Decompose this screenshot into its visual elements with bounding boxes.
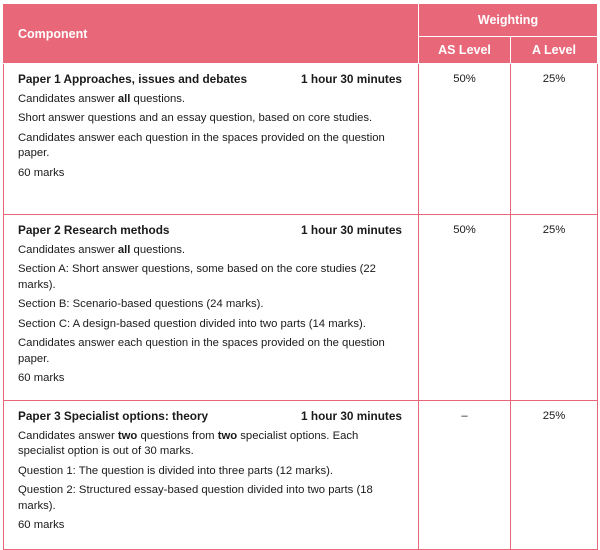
- table-row: [4, 401, 598, 550]
- header-weighting: Weighting: [419, 4, 598, 37]
- header-as-level: AS Level: [419, 37, 511, 64]
- marks-line: 60 marks: [18, 372, 65, 384]
- description-line: Candidates answer all questions.: [18, 92, 186, 105]
- paper-heading: [18, 72, 404, 88]
- marks-line: 60 marks: [18, 166, 65, 179]
- paper-title: Paper 1 Approaches, issues and debates: [18, 72, 248, 86]
- component-cell: [4, 64, 419, 215]
- description-line: Section A: Short answer questions, some based on the core studies (22 marks).: [18, 263, 376, 291]
- header-a-level: A Level: [511, 37, 598, 64]
- description-line: Candidates answer each question in the spaces provided on the question paper.: [18, 337, 385, 365]
- paper-duration: 1 hour 30 minutes: [301, 409, 402, 423]
- marks-line: 60 marks: [18, 519, 65, 531]
- a-level-weight: 25%: [511, 64, 598, 215]
- paper-duration: 1 hour 30 minutes: [301, 223, 402, 237]
- description-line: Section B: Scenario-based questions (24 marks).: [18, 298, 264, 310]
- description-line: Short answer questions and an essay question, based on core studies.: [18, 112, 373, 124]
- description-line: Candidates answer each question in the spaces provided on the question paper.: [18, 131, 385, 159]
- description-line: Candidates answer all questions.: [18, 243, 186, 256]
- as-level-weight: –: [419, 401, 511, 550]
- component-cell: [4, 401, 419, 550]
- assessment-table-wrapper: [3, 3, 597, 531]
- as-level-weight: 50%: [419, 215, 511, 401]
- header-component: Component: [4, 4, 419, 64]
- paper-heading: [18, 409, 404, 425]
- description-line: Section C: A design-based question divided into two parts (14 marks).: [18, 317, 366, 330]
- a-level-weight: 25%: [511, 215, 598, 401]
- paper-duration: 1 hour 30 minutes: [301, 72, 402, 86]
- table-row: [4, 64, 598, 215]
- description-line: Candidates answer two questions from two specialist options. Each specialist option is out of 30 marks.: [18, 429, 359, 457]
- as-level-weight: 50%: [419, 64, 511, 215]
- description-line: Question 2: Structured essay-based question divided into two parts (18 marks).: [18, 484, 373, 512]
- paper-heading: [18, 223, 404, 239]
- paper-title: Paper 2 Research methods: [18, 223, 170, 237]
- a-level-weight: 25%: [511, 401, 598, 550]
- table-row: [4, 215, 598, 401]
- assessment-table: [3, 3, 598, 550]
- component-cell: [4, 215, 419, 401]
- paper-title: Paper 3 Specialist options: theory: [18, 409, 209, 423]
- description-line: Question 1: The question is divided into three parts (12 marks).: [18, 464, 334, 477]
